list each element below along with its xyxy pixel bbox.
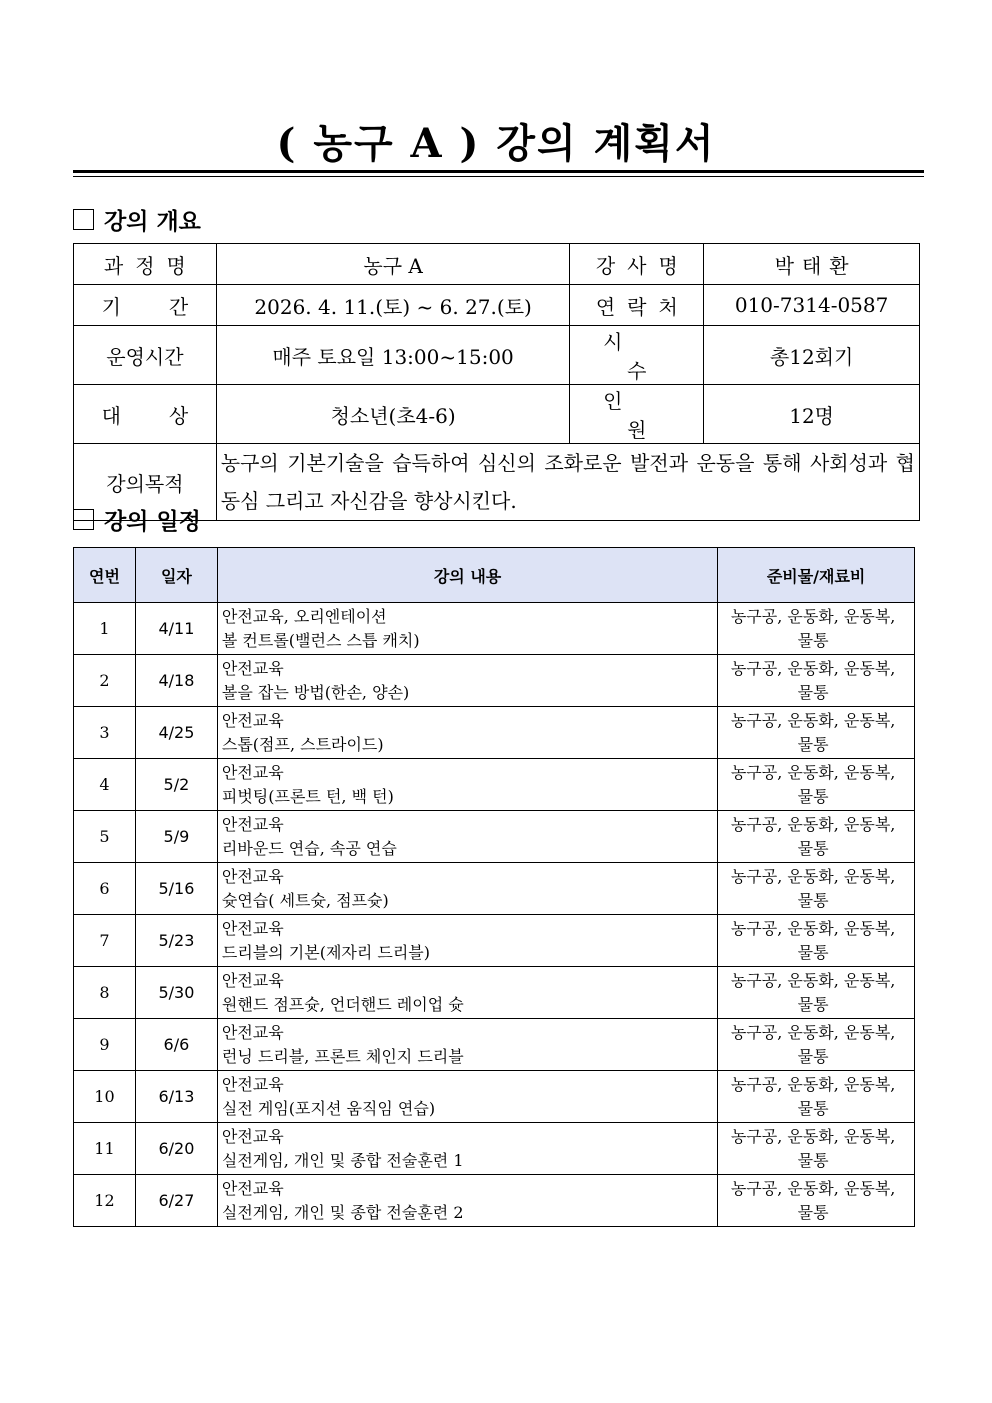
overview-table	[73, 243, 920, 521]
schedule-header-row	[74, 548, 915, 603]
title-rule-thick	[73, 170, 924, 173]
content-line-1: 안전교육	[221, 918, 284, 938]
table-row	[74, 863, 915, 915]
content-line-2: 실전게임, 개인 및 종합 전술훈련 2	[221, 1202, 464, 1222]
materials-line-2: 물통	[797, 838, 829, 858]
table-row	[74, 811, 915, 863]
course-label: 과정명	[74, 244, 217, 285]
row-materials	[718, 863, 915, 915]
overview-row	[74, 244, 920, 285]
table-row	[74, 1071, 915, 1123]
content-line-2: 리바운드 연습, 속공 연습	[221, 838, 397, 858]
materials-line-2: 물통	[797, 682, 829, 702]
header-content: 강의 내용	[217, 548, 717, 603]
page-title: ( 농구 A ) 강의 계획서	[276, 120, 716, 167]
content-line-2: 실전 게임(포지션 움직임 연습)	[221, 1098, 436, 1118]
row-content	[217, 1175, 717, 1227]
row-number: 3	[74, 707, 136, 759]
row-date: 5/16	[135, 863, 217, 915]
materials-line-1: 농구공, 운동화, 운동복,	[730, 606, 896, 626]
instructor-value: 박태환	[704, 244, 920, 285]
table-row	[74, 655, 915, 707]
section-heading-schedule	[73, 503, 201, 536]
overview-row	[74, 326, 920, 385]
table-row	[74, 1123, 915, 1175]
row-materials	[718, 915, 915, 967]
row-materials	[718, 1071, 915, 1123]
content-line-1: 안전교육	[221, 1126, 284, 1146]
row-materials	[718, 1019, 915, 1071]
table-row	[74, 603, 915, 655]
materials-line-2: 물통	[797, 890, 829, 910]
row-date: 6/20	[135, 1123, 217, 1175]
materials-line-1: 농구공, 운동화, 운동복,	[730, 918, 896, 938]
materials-line-2: 물통	[797, 942, 829, 962]
row-number: 11	[74, 1123, 136, 1175]
contact-label: 연락처	[570, 285, 704, 326]
materials-line-1: 농구공, 운동화, 운동복,	[730, 1126, 896, 1146]
row-content	[217, 915, 717, 967]
materials-line-2: 물통	[797, 1202, 829, 1222]
row-date: 4/25	[135, 707, 217, 759]
schedule-table	[73, 547, 915, 1227]
row-materials	[718, 655, 915, 707]
content-line-2: 실전게임, 개인 및 종합 전술훈련 1	[221, 1150, 464, 1170]
contact-value: 010-7314-0587	[704, 285, 920, 326]
materials-line-1: 농구공, 운동화, 운동복,	[730, 866, 896, 886]
target-value: 청소년(초4-6)	[216, 385, 570, 444]
content-line-1: 안전교육	[221, 658, 284, 678]
materials-line-2: 물통	[797, 630, 829, 650]
section-title: 강의 개요	[104, 208, 201, 235]
row-content	[217, 1123, 717, 1175]
header-date: 일자	[135, 548, 217, 603]
materials-line-1: 농구공, 운동화, 운동복,	[730, 762, 896, 782]
row-content	[217, 1071, 717, 1123]
materials-line-1: 농구공, 운동화, 운동복,	[730, 1074, 896, 1094]
table-row	[74, 1175, 915, 1227]
checkbox-square-icon	[73, 209, 94, 230]
title-rule-thin	[73, 176, 924, 177]
materials-line-1: 농구공, 운동화, 운동복,	[730, 970, 896, 990]
content-line-1: 안전교육	[221, 1178, 284, 1198]
row-materials	[718, 811, 915, 863]
row-number: 5	[74, 811, 136, 863]
table-row	[74, 967, 915, 1019]
row-date: 4/18	[135, 655, 217, 707]
row-content	[217, 811, 717, 863]
target-label: 대상	[74, 385, 217, 444]
row-content	[217, 707, 717, 759]
purpose-label: 강의목적	[74, 444, 217, 521]
row-number: 6	[74, 863, 136, 915]
content-line-1: 안전교육	[221, 710, 284, 730]
row-materials	[718, 967, 915, 1019]
overview-row	[74, 285, 920, 326]
sessions-label: 시수	[570, 326, 704, 385]
materials-line-2: 물통	[797, 994, 829, 1014]
row-content	[217, 863, 717, 915]
section-heading-overview	[73, 203, 201, 236]
row-content	[217, 603, 717, 655]
instructor-label: 강사명	[570, 244, 704, 285]
overview-row	[74, 385, 920, 444]
headcount-value: 12명	[704, 385, 920, 444]
time-label: 운영시간	[74, 326, 217, 385]
materials-line-2: 물통	[797, 1046, 829, 1066]
purpose-value: 농구의 기본기술을 습득하여 심신의 조화로운 발전과 운동을 통해 사회성과 협동심 그리고 자신감을 향상시킨다.	[216, 444, 919, 521]
content-line-1: 안전교육	[221, 970, 284, 990]
materials-line-1: 농구공, 운동화, 운동복,	[730, 814, 896, 834]
table-row	[74, 915, 915, 967]
row-date: 5/9	[135, 811, 217, 863]
row-number: 12	[74, 1175, 136, 1227]
row-number: 1	[74, 603, 136, 655]
row-content	[217, 967, 717, 1019]
header-materials: 준비물/재료비	[718, 548, 915, 603]
content-line-2: 런닝 드리블, 프론트 체인지 드리블	[221, 1046, 464, 1066]
content-line-2: 슛연습( 세트슛, 점프슛)	[221, 890, 389, 910]
sessions-value: 총12회기	[704, 326, 920, 385]
row-date: 6/6	[135, 1019, 217, 1071]
row-content	[217, 759, 717, 811]
content-line-1: 안전교육	[221, 1074, 284, 1094]
materials-line-1: 농구공, 운동화, 운동복,	[730, 1022, 896, 1042]
period-label: 기간	[74, 285, 217, 326]
row-content	[217, 655, 717, 707]
row-date: 6/13	[135, 1071, 217, 1123]
content-line-2: 피벗팅(프론트 턴, 백 턴)	[221, 786, 394, 806]
time-value: 매주 토요일 13:00~15:00	[216, 326, 570, 385]
materials-line-1: 농구공, 운동화, 운동복,	[730, 710, 896, 730]
period-value: 2026. 4. 11.(토) ~ 6. 27.(토)	[216, 285, 570, 326]
row-materials	[718, 1123, 915, 1175]
row-number: 8	[74, 967, 136, 1019]
materials-line-2: 물통	[797, 1150, 829, 1170]
row-materials	[718, 1175, 915, 1227]
content-line-2: 원핸드 점프슛, 언더핸드 레이업 슛	[221, 994, 464, 1014]
row-number: 7	[74, 915, 136, 967]
row-materials	[718, 759, 915, 811]
materials-line-2: 물통	[797, 786, 829, 806]
table-row	[74, 707, 915, 759]
table-row	[74, 1019, 915, 1071]
materials-line-2: 물통	[797, 1098, 829, 1118]
content-line-1: 안전교육	[221, 866, 284, 886]
materials-line-2: 물통	[797, 734, 829, 754]
section-title: 강의 일정	[104, 508, 201, 535]
materials-line-1: 농구공, 운동화, 운동복,	[730, 1178, 896, 1198]
checkbox-square-icon	[73, 509, 94, 530]
content-line-2: 드리블의 기본(제자리 드리블)	[221, 942, 431, 962]
course-value: 농구 A	[216, 244, 570, 285]
row-date: 4/11	[135, 603, 217, 655]
content-line-1: 안전교육, 오리엔테이션	[221, 606, 387, 626]
row-number: 2	[74, 655, 136, 707]
content-line-1: 안전교육	[221, 762, 284, 782]
table-row	[74, 759, 915, 811]
content-line-2: 볼을 잡는 방법(한손, 양손)	[221, 682, 410, 702]
row-date: 5/23	[135, 915, 217, 967]
content-line-2: 스톱(점프, 스트라이드)	[221, 734, 384, 754]
row-number: 4	[74, 759, 136, 811]
content-line-2: 볼 컨트롤(밸런스 스틉 캐치)	[221, 630, 420, 650]
materials-line-1: 농구공, 운동화, 운동복,	[730, 658, 896, 678]
row-date: 5/30	[135, 967, 217, 1019]
header-no: 연번	[74, 548, 136, 603]
headcount-label: 인원	[570, 385, 704, 444]
row-content	[217, 1019, 717, 1071]
content-line-1: 안전교육	[221, 814, 284, 834]
row-materials	[718, 707, 915, 759]
row-date: 6/27	[135, 1175, 217, 1227]
row-number: 9	[74, 1019, 136, 1071]
row-number: 10	[74, 1071, 136, 1123]
row-date: 5/2	[135, 759, 217, 811]
row-materials	[718, 603, 915, 655]
content-line-1: 안전교육	[221, 1022, 284, 1042]
